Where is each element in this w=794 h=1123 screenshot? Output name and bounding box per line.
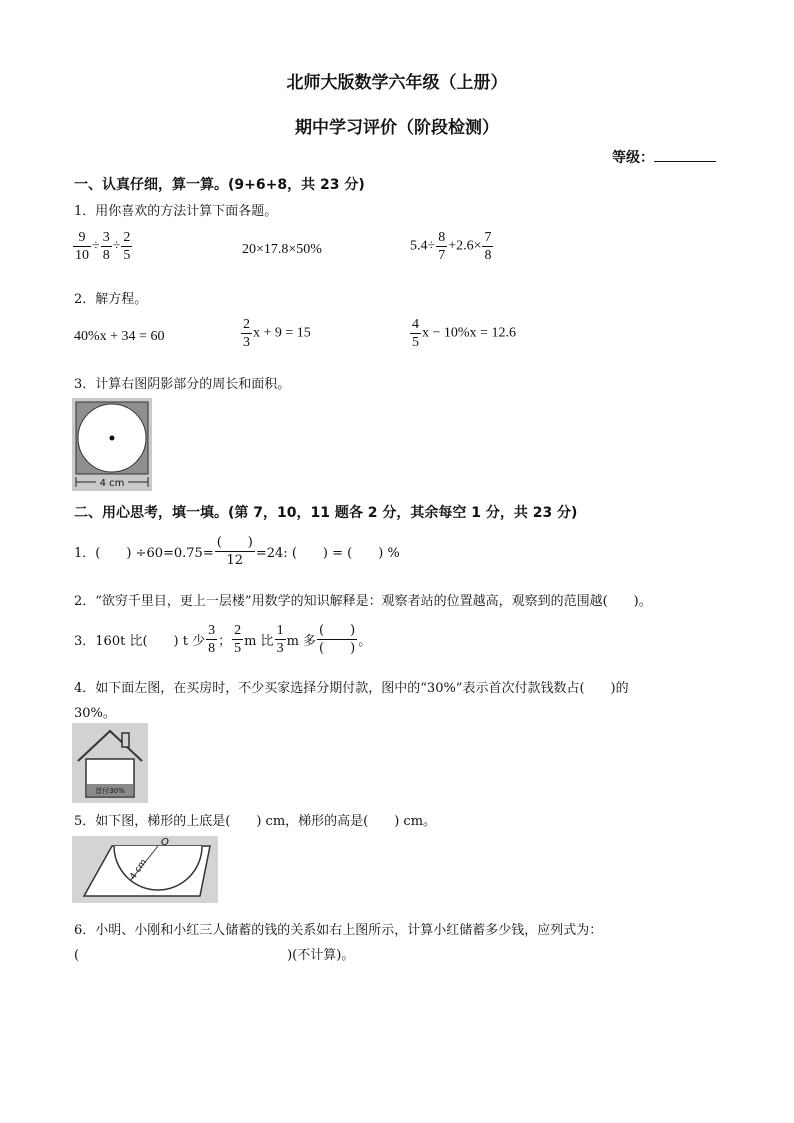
fraction: $\frac{2}{3}$ bbox=[243, 317, 250, 350]
answer-fraction-blank[interactable]: $\frac{( )}{( )}$ bbox=[319, 623, 356, 656]
s1-q2-equation-1: 40%x + 34 = 60 bbox=[74, 329, 165, 344]
s1-q2-equation-3: $\frac{4}{5}$ x − 10%x = 12.6 bbox=[412, 317, 516, 350]
page-subtitle: 期中学习评价（阶段检测） bbox=[295, 118, 499, 138]
s1-q3-text: 3．计算右图阴影部分的周长和面积。 bbox=[74, 377, 291, 392]
fraction: $\frac{2}{5}$ bbox=[234, 623, 242, 656]
circle-in-square-figure bbox=[72, 398, 152, 491]
section2-heading: 二、用心思考，填一填。(第 7，10，11 题各 2 分，其余每空 1 分，共 23 分) bbox=[74, 505, 578, 521]
page-title: 北师大版数学六年级（上册） bbox=[286, 73, 508, 93]
grade-blank[interactable] bbox=[654, 147, 716, 162]
s1-q2-text: 2．解方程。 bbox=[74, 292, 148, 307]
fraction: $\frac{3}{8}$ bbox=[208, 623, 216, 656]
section1-heading: 一、认真仔细，算一算。(9+6+8，共 23 分) bbox=[74, 177, 365, 193]
s2-q4-line1: 4．如下面左图，在买房时，不少买家选择分期付款，图中的“30%”表示首次付款钱数占( )的 bbox=[74, 681, 629, 696]
s1-q1-text: 1．用你喜欢的方法计算下面各题。 bbox=[74, 204, 278, 219]
fraction: $\frac{( )}{12}$ bbox=[216, 535, 253, 568]
s2-q1: 1．( ) ÷60=0.75= $\frac{( )}{12}$ =24: ( ) = ( ) % bbox=[74, 535, 400, 568]
fraction: $\frac{1}{3}$ bbox=[276, 623, 284, 656]
trapezoid-semicircle-figure bbox=[72, 836, 218, 903]
s2-q4-line2: 30%。 bbox=[74, 706, 116, 721]
s1-q2-equation-2: $\frac{2}{3}$ x + 9 = 15 bbox=[243, 317, 311, 350]
s1-q1-expression-2: 20×17.8×50% bbox=[242, 242, 322, 257]
fraction: $\frac{4}{5}$ bbox=[412, 317, 419, 350]
s2-q6-line1: 6．小明、小刚和小红三人储蓄的钱的关系如右上图所示，计算小红储蓄多少钱，应列式为： bbox=[74, 923, 603, 938]
house-figure bbox=[72, 723, 148, 803]
house-figure-label: 首付30% bbox=[95, 787, 125, 795]
figure-dimension-label: 4 cm bbox=[99, 478, 125, 489]
fraction: $\frac{7}{8}$ bbox=[484, 230, 492, 263]
grade-field bbox=[612, 147, 716, 167]
grade-label: 等级： bbox=[612, 150, 654, 166]
s1-q1-expression-1: $\frac{9}{10}$ ÷ $\frac{3}{8}$ ÷ $\frac{2}{5}$ bbox=[75, 230, 131, 263]
s2-q3: 3．160t 比( ) t 少 $\frac{3}{8}$ ； $\frac{2}{5}$ m 比 $\frac{1}{3}$ m 多 $\frac{( )}{( )}$ 。 bbox=[74, 623, 372, 656]
s2-q5: 5．如下图，梯形的上底是( ) cm，梯形的高是( ) cm。 bbox=[74, 814, 437, 829]
fraction: $\frac{8}{7}$ bbox=[438, 230, 446, 263]
center-point-label: O bbox=[161, 837, 169, 848]
s1-q1-expression-3: 5.4÷ $\frac{8}{7}$ +2.6× $\frac{7}{8}$ bbox=[410, 230, 492, 263]
fraction: $\frac{2}{5}$ bbox=[123, 230, 131, 263]
radius-length-label: 4 cm bbox=[128, 857, 150, 882]
fraction: $\frac{9}{10}$ bbox=[75, 230, 89, 263]
fraction: $\frac{3}{8}$ bbox=[102, 230, 110, 263]
s2-q2: 2．“欲穷千里目，更上一层楼”用数学的知识解释是：观察者站的位置越高，观察到的范围越( )。 bbox=[74, 594, 652, 609]
s2-q6-line2: ( )(不计算)。 bbox=[74, 948, 355, 963]
